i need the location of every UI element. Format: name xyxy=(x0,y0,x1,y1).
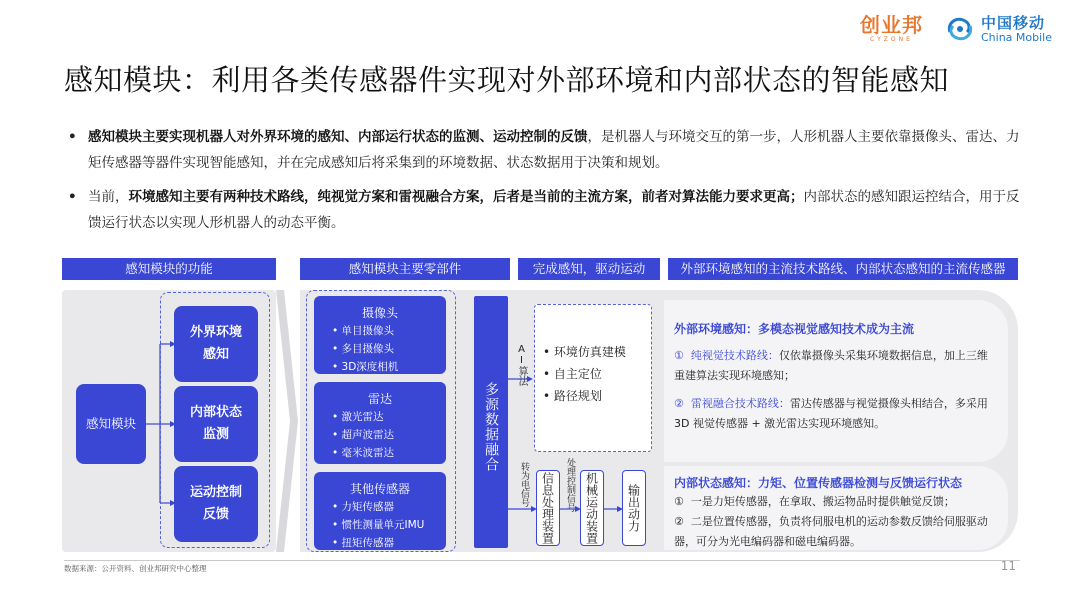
arrow-right-icon xyxy=(560,504,582,514)
func-box-external: 外界环境 感知 xyxy=(174,306,258,382)
bullet-list xyxy=(64,124,1024,244)
external-item-1: ① 纯视觉技术路线：仅依靠摄像头采集环境数据信息，加上三维重建算法实现环境感知； xyxy=(674,349,988,382)
component-group-other: 其他传感器 • 力矩传感器 • 惯性测量单元IMU • 扭矩传感器 xyxy=(314,472,446,550)
china-mobile-icon xyxy=(945,14,975,44)
chevron-arrow-icon xyxy=(276,290,300,552)
header-functions: 感知模块的功能 xyxy=(62,258,276,280)
logo-area xyxy=(860,14,1052,44)
chuangyebang-logo: 创业邦 CYZONE xyxy=(859,13,923,43)
output-power-box: 输出动力 xyxy=(622,470,646,546)
component-group-radar: 雷达 • 激光雷达 • 超声波雷达 • 毫米波雷达 xyxy=(314,382,446,464)
header-components: 感知模块主要零部件 xyxy=(300,258,510,280)
external-title: 外部环境感知：多模态视觉感知技术成为主流 xyxy=(674,322,915,336)
bullet-item-2: • 当前，环境感知主要有两种技术路线，纯视觉方案和雷视融合方案，后者是当前的主流方案，前者对算法能力要求更高；内部状态的感知跟运控结合，用于反馈运行状态以实现人形机器人的动态平衡。 xyxy=(68,189,1020,231)
page-number: 11 xyxy=(1000,559,1016,573)
arrow-right-icon xyxy=(604,504,624,514)
func-box-motion: 运动控制 反馈 xyxy=(174,466,258,542)
control-signal-label: 处理控制信号 xyxy=(565,458,575,512)
mechanical-box: 机械运动装置 xyxy=(580,470,604,546)
bullet-item-1: • 感知模块主要实现机器人对外界环境的感知、内部运行状态的监测、运动控制的反馈，是机器人与环境交互的第一步，人形机器人主要依靠摄像头、雷达、力矩传感器等器件实现智能感知，并在完成感知后将采集到的环境数据、状态数据用于决策和规划。 xyxy=(68,129,1020,171)
footer-source: 数据来源：公开资料、创业邦研究中心整理 xyxy=(64,564,207,573)
ai-task-item: • 自主定位 xyxy=(543,367,602,381)
root-box: 感知模块 xyxy=(76,384,146,464)
ai-task-box xyxy=(534,304,652,452)
header-drive: 完成感知，驱动运动 xyxy=(518,258,660,280)
fusion-label: 多源数据融合 xyxy=(483,382,499,472)
ai-task-item: • 路径规划 xyxy=(543,389,602,403)
internal-title: 内部状态感知：力矩、位置传感器检测与反馈运行状态 xyxy=(674,476,963,490)
ai-algo-label: AI算法 xyxy=(516,344,527,386)
internal-item-1: ① 一是力矩传感器，在拿取、搬运物品时提供触觉反馈； xyxy=(674,495,955,508)
convert-signal-label: 转为电信号 xyxy=(519,462,529,507)
china-mobile-logo: 中国移动 China Mobile xyxy=(945,14,1052,44)
arrow-right-icon xyxy=(508,504,538,514)
info-processing-box: 信息处理装置 xyxy=(536,470,560,546)
header-routes: 外部环境感知的主流技术路线、内部状态感知的主流传感器 xyxy=(668,258,1018,280)
page-title: 感知模块：利用各类传感器件实现对外部环境和内部状态的智能感知 xyxy=(64,63,950,97)
func-box-internal: 内部状态 监测 xyxy=(174,386,258,462)
internal-item-2: ② 二是位置传感器，负责将伺服电机的运动参数反馈给伺服驱动器，可分为光电编码器和磁电编码器。 xyxy=(674,515,988,548)
arrow-right-icon xyxy=(508,374,534,384)
footer-divider xyxy=(64,560,1020,561)
ai-task-item: • 环境仿真建模 xyxy=(543,345,626,359)
component-group-camera: 摄像头 • 单目摄像头 • 多目摄像头 • 3D深度相机 xyxy=(314,296,446,374)
external-item-2: ② 雷视融合技术路线：雷达传感器与视觉摄像头相结合，多采用3D 视觉传感器 + 激光雷达实现环境感知。 xyxy=(674,397,988,430)
